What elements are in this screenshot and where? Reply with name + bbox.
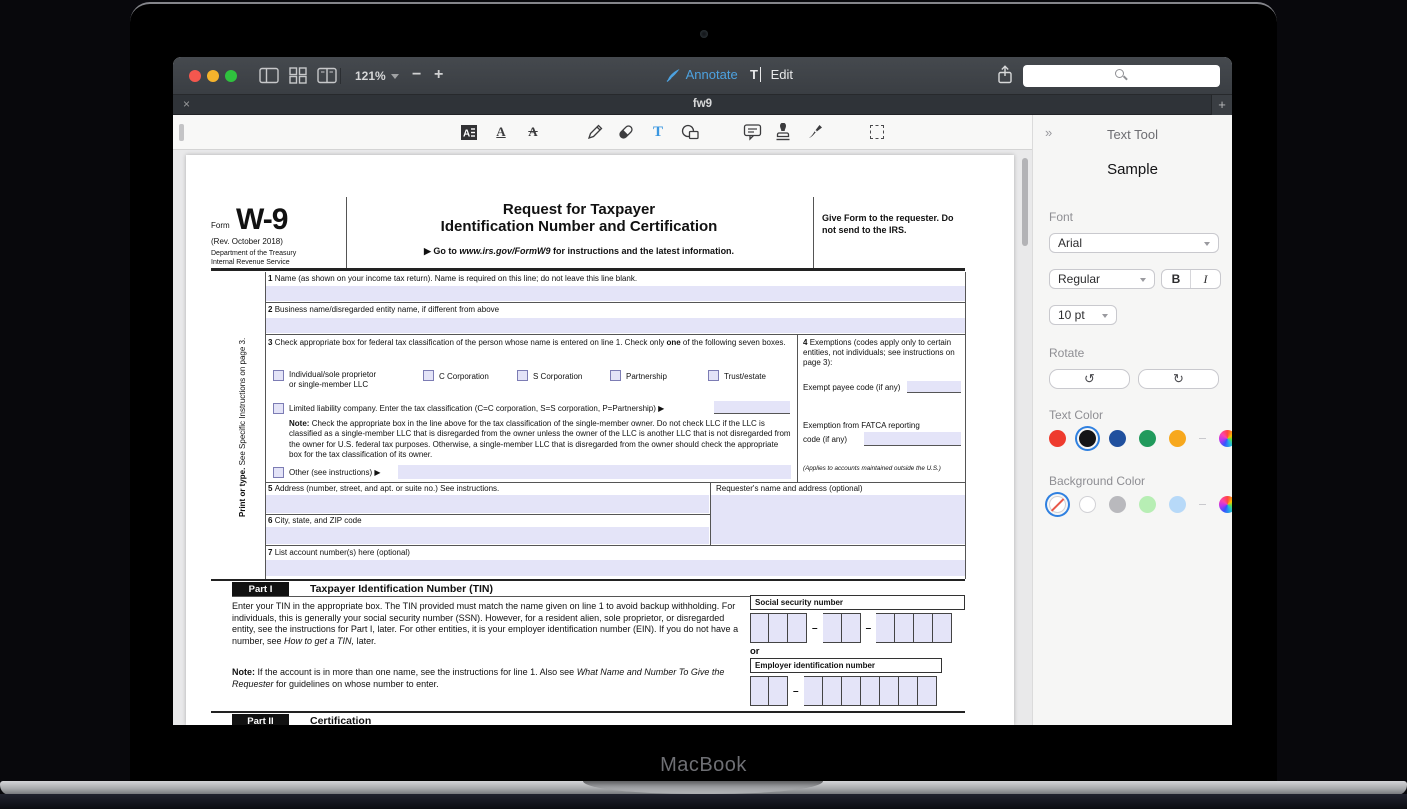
svg-text:A: A <box>463 128 471 139</box>
inspector-title: Text Tool <box>1106 127 1159 142</box>
text-color-section-label: Text Color <box>1049 408 1104 422</box>
rotate-right-button[interactable] <box>1138 369 1219 389</box>
sample-preview: Sample <box>1107 161 1158 178</box>
bg-color-none-swatch-selected[interactable] <box>1049 496 1066 513</box>
zoom-level-dropdown[interactable]: 121% <box>355 69 399 83</box>
new-tab-button[interactable]: + <box>1211 95 1232 115</box>
bg-color-green-swatch[interactable] <box>1139 496 1156 513</box>
background-color-swatches <box>1049 496 1232 513</box>
pdf-editor-window <box>173 57 1232 725</box>
form-goto-line: ▶ Go to www.irs.gov/FormW9 for instructions and the latest information. <box>423 246 735 256</box>
collapse-panel-icon[interactable]: » <box>1045 125 1053 140</box>
macbook-screen-bezel <box>130 2 1277 782</box>
zoom-out-button[interactable]: − <box>412 66 422 83</box>
font-section-label: Font <box>1049 210 1074 224</box>
font-family-select[interactable]: Arial <box>1049 233 1219 253</box>
macbook-base-shadow <box>0 794 1407 809</box>
checkbox-label-s-corp: S Corporation <box>533 372 583 381</box>
eraser-tool-icon[interactable] <box>614 120 638 144</box>
requester-label: Requester's name and address (optional) <box>716 484 863 493</box>
form-revision: (Rev. October 2018) <box>211 237 283 246</box>
ein-label: Employer identification number <box>750 658 942 673</box>
llc-note: Note: Check the appropriate box in the line above for the tax classification of the single-member owner. Do not check LLC if the LLC is classified as a single-member LLC that is disregarded from the owner unless the owner of the LLC is another LLC that is not disregarded from the owner for U.S. federal tax purposes. Otherwise, a single-member LLC that is disregarded from the owner should check the appropriate box for the tax classification of its owner. <box>289 419 791 459</box>
chevron-down-icon <box>1102 314 1108 318</box>
minimize-window-button[interactable] <box>207 70 219 82</box>
bg-color-wheel-swatch[interactable] <box>1219 496 1232 513</box>
toolbar-divider <box>340 68 341 84</box>
part1-note: Note: If the account is in more than one name, see the instructions for line 1. Also see What Name and Number To Give the Requester for guidelines on whose number to enter. <box>232 667 725 689</box>
part2-label: Part II <box>232 714 289 725</box>
signature-pen-tool-icon[interactable] <box>803 120 827 144</box>
text-color-blue-swatch[interactable] <box>1109 430 1126 447</box>
checkbox-label-trust: Trust/estate <box>724 372 766 381</box>
llc-classification-input[interactable] <box>714 401 790 414</box>
chevron-down-icon <box>391 74 399 79</box>
field-label-2: 2 Business name/disregarded entity name, if different from above <box>268 305 500 314</box>
fatca-label-2: code (if any) <box>803 435 848 444</box>
other-input[interactable] <box>398 465 791 479</box>
form-word: Form <box>211 221 230 230</box>
checkbox-other[interactable] <box>273 467 284 478</box>
bold-italic-segment <box>1161 269 1221 289</box>
fatca-label-1: Exemption from FATCA reporting <box>803 421 920 430</box>
checkbox-trust-estate[interactable] <box>708 370 719 381</box>
fatca-code-input[interactable] <box>864 432 961 446</box>
font-style-select[interactable]: Regular <box>1049 269 1155 289</box>
document-tab[interactable]: fw9 <box>692 98 713 110</box>
bg-color-blue-swatch[interactable] <box>1169 496 1186 513</box>
field-label-1: 1 Name (as shown on your income tax return). Name is required on this line; do not leave this line blank. <box>268 274 638 283</box>
text-color-black-swatch-selected[interactable] <box>1079 430 1096 447</box>
quill-pen-icon <box>665 67 682 83</box>
part1-body: Enter your TIN in the appropriate box. The TIN provided must match the name given on line 1 to avoid backup withholding. For individuals, this is generally your social security number (SSN). However, for a resident alien, sole proprietor, or disregarded entity, see the instructions for Part I, later. For other entities, it is your employer identification number (EIN). If you do not have a number, see How to get a TIN, later. <box>232 601 739 646</box>
form-title-line2: Identification Number and Certification <box>440 218 718 235</box>
tab-edit[interactable] <box>750 67 793 82</box>
swatch-divider <box>1199 438 1206 440</box>
note-comment-tool-icon[interactable] <box>740 120 764 144</box>
bg-color-white-swatch[interactable] <box>1079 496 1096 513</box>
ssn-input-cells[interactable]: – – <box>750 613 952 643</box>
select-marquee-tool-icon[interactable] <box>865 120 889 144</box>
vertical-scrollbar[interactable] <box>1022 158 1028 246</box>
italic-button[interactable]: I <box>1203 272 1208 286</box>
checkbox-label-other: Other (see instructions) ▶ <box>289 468 381 477</box>
document-main-area <box>173 115 1032 725</box>
rotate-section-label: Rotate <box>1049 346 1085 360</box>
macbook-brand-label: MacBook <box>660 754 747 776</box>
form-title-block <box>347 201 811 257</box>
checkbox-label-individual: Individual/sole proprietor or single-member LLC <box>289 370 377 389</box>
rotate-left-icon: ↺ <box>1084 371 1095 386</box>
text-tool-inspector <box>1032 115 1232 725</box>
chevron-down-icon <box>1140 278 1146 282</box>
edit-label: Edit <box>770 67 793 82</box>
font-size-select[interactable]: 10 pt <box>1049 305 1117 325</box>
zoom-window-button[interactable] <box>225 70 237 82</box>
search-icon <box>1115 69 1124 78</box>
form-title-line1: Request for Taxpayer <box>502 201 656 218</box>
checkbox-s-corporation[interactable] <box>517 370 528 381</box>
macbook-lid-notch <box>583 781 823 794</box>
checkbox-individual[interactable] <box>273 370 284 381</box>
or-label: or <box>750 646 760 657</box>
form-service: Internal Revenue Service <box>211 259 290 266</box>
toolbar-drag-handle[interactable] <box>179 124 184 141</box>
close-tab-icon[interactable]: × <box>183 97 191 111</box>
print-or-type-sidebar: Print or type. See Specific Instructions on page 3. <box>238 337 247 518</box>
field-label-3: 3 Check appropriate box for federal tax classification of the person whose name is entered on line 1. Check only one of the following seven boxes. <box>268 338 786 347</box>
exempt-payee-label: Exempt payee code (if any) <box>803 383 901 392</box>
strikethrough-tool-icon[interactable]: A <box>528 124 538 139</box>
exemptions-box: 4 Exemptions (codes apply only to certain entities, not individuals; see instructions on page 3): Exempt payee code (if any) Exemption from FATCA reporting code (if any) (Applies to accounts maintained outside the U.S.) <box>802 335 964 482</box>
share-icon[interactable] <box>996 65 1014 90</box>
ein-input-cells[interactable]: – <box>750 676 937 706</box>
search-input[interactable] <box>1023 65 1220 87</box>
webcam-dot <box>700 30 708 38</box>
business-name-input[interactable] <box>266 318 965 333</box>
field-label-7: 7 List account number(s) here (optional) <box>268 548 410 557</box>
checkbox-label-c-corp: C Corporation <box>439 372 489 381</box>
name-input[interactable] <box>266 286 965 301</box>
rotate-left-button[interactable] <box>1049 369 1130 389</box>
requester-input[interactable] <box>711 495 965 544</box>
tab-annotate[interactable] <box>665 67 738 83</box>
annotation-toolbar <box>173 115 1032 150</box>
text-color-green-swatch[interactable] <box>1139 430 1156 447</box>
applies-note: (Applies to accounts maintained outside the U.S.) <box>803 465 941 472</box>
w9-page <box>186 155 1014 725</box>
field-label-6: 6 City, state, and ZIP code <box>268 516 362 525</box>
two-page-view-icon[interactable] <box>317 67 337 84</box>
bold-button[interactable]: B <box>1162 270 1191 288</box>
text-color-wheel-swatch[interactable] <box>1219 430 1232 447</box>
text-color-red-swatch[interactable] <box>1049 430 1066 447</box>
text-color-orange-swatch[interactable] <box>1169 430 1186 447</box>
checkbox-label-partnership: Partnership <box>626 372 667 381</box>
underline-tool-icon[interactable]: A <box>496 124 506 139</box>
thumbnails-grid-icon[interactable] <box>288 67 308 84</box>
part1-label: Part I <box>232 582 289 596</box>
part2-title: Certification <box>310 715 372 725</box>
stamp-tool-icon[interactable] <box>771 120 795 144</box>
ssn-label: Social security number <box>750 595 965 610</box>
checkbox-partnership[interactable] <box>610 370 621 381</box>
bg-color-gray-swatch[interactable] <box>1109 496 1126 513</box>
chevron-down-icon <box>1204 242 1210 246</box>
part1-title: Taxpayer Identification Number (TIN) <box>310 583 493 595</box>
highlight-text-tool-icon[interactable] <box>457 120 481 144</box>
swatch-divider <box>1199 504 1206 506</box>
address-input[interactable] <box>266 495 709 513</box>
shapes-tool-icon[interactable] <box>678 120 702 144</box>
titlebar <box>173 57 1232 95</box>
background-color-section-label: Background Color <box>1049 474 1146 488</box>
checkbox-c-corporation[interactable] <box>423 370 434 381</box>
checkbox-label-llc: Limited liability company. Enter the tax classification (C=C corporation, S=S corporation, P=Partnership) ▶ <box>289 404 665 413</box>
text-edit-icon: T <box>750 67 761 82</box>
rotate-right-icon: ↻ <box>1173 371 1184 386</box>
account-numbers-input[interactable] <box>266 560 965 576</box>
city-state-zip-input[interactable] <box>266 527 709 544</box>
field-label-5: 5 Address (number, street, and apt. or suite no.) See instructions. <box>268 484 500 493</box>
document-scroll-area[interactable] <box>173 150 1032 725</box>
text-tool-icon[interactable]: T <box>652 123 663 140</box>
exempt-payee-input[interactable] <box>907 381 961 393</box>
document-tabbar <box>173 95 1232 115</box>
text-color-swatches <box>1049 430 1232 447</box>
sidebar-panel-icon[interactable] <box>259 67 279 84</box>
zoom-in-button[interactable]: + <box>434 66 444 83</box>
give-form-note: Give Form to the requester. Do not send to the IRS. <box>822 213 954 235</box>
annotate-label: Annotate <box>685 67 738 82</box>
form-number: W-9 <box>236 203 288 236</box>
pencil-tool-icon[interactable] <box>583 120 607 144</box>
close-window-button[interactable] <box>189 70 201 82</box>
macbook-base <box>0 781 1407 795</box>
form-dept: Department of the Treasury <box>211 250 297 257</box>
checkbox-llc[interactable] <box>273 403 284 414</box>
